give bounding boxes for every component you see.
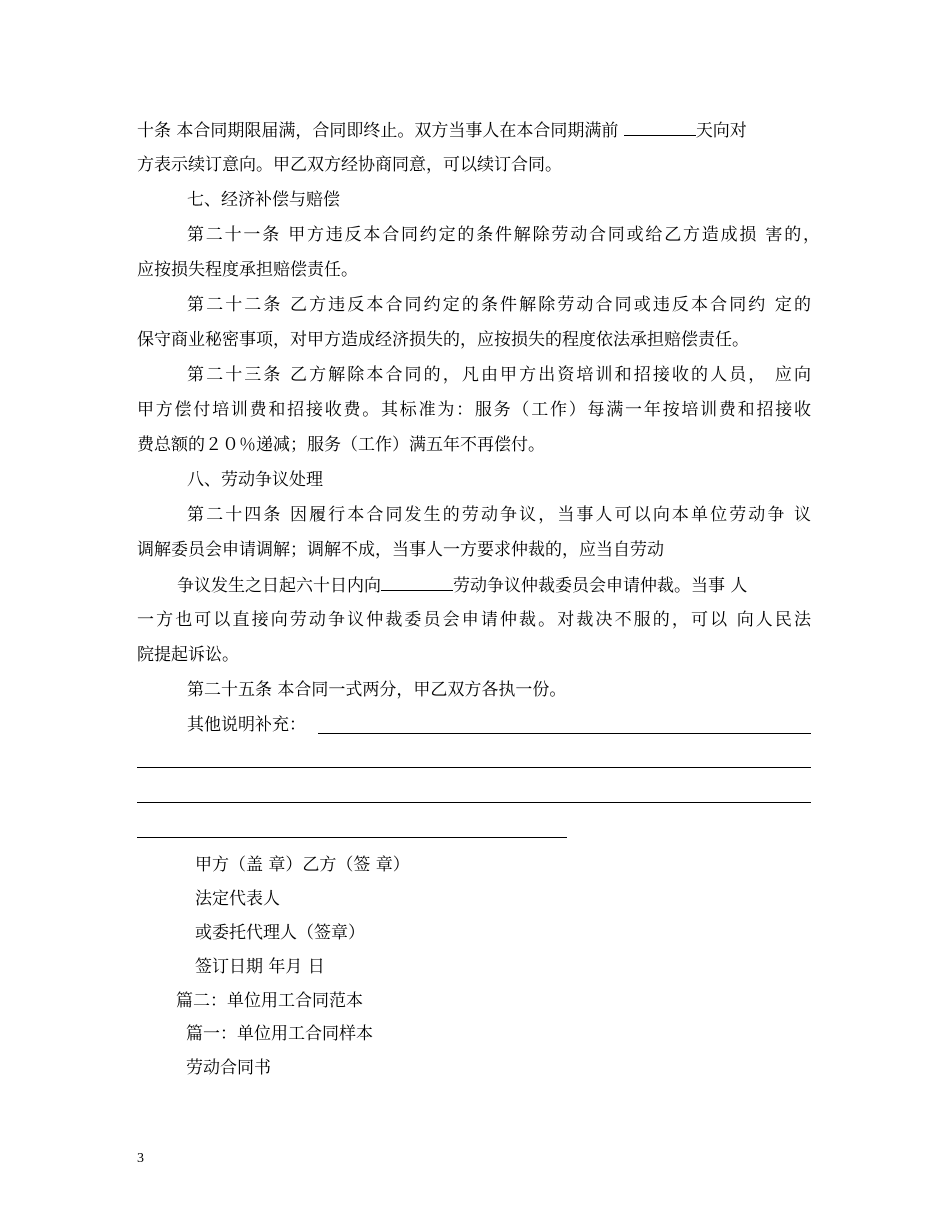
page-number: 3 [137, 1151, 144, 1166]
clause-20-line-2: 方表示续订意向。甲乙双方经协商同意，可以续订合同。 [137, 155, 562, 175]
clause-20-line-1 [137, 118, 747, 143]
signature-party-line: 甲方（盖 章）乙方（签 章） [195, 855, 410, 875]
legal-representative-label: 法定代表人 [195, 889, 280, 909]
notes-blank-line-3 [137, 802, 811, 803]
clause-24-line-1: 第二十四条 因履行本合同发生的劳动争议，当事人可以向本单位劳动争 议 [187, 505, 811, 525]
clause-21-line-1: 第二十一条 甲方违反本合同约定的条件解除劳动合同或给乙方造成损 害的， [187, 225, 820, 245]
days-blank [624, 118, 696, 136]
notes-blank-line-4 [137, 837, 567, 838]
clause-23-line-3: 费总额的２０％递减；服务（工作）满五年不再偿付。 [137, 435, 545, 455]
clause-24-text: 争议发生之日起六十日内向 [177, 576, 381, 596]
section-8-heading: 八、劳动争议处理 [187, 470, 323, 490]
signing-date-label: 签订日期 年月 日 [195, 957, 325, 977]
clause-24-line-3 [177, 573, 747, 598]
arbitration-committee-blank [381, 573, 453, 591]
notes-blank-line-2 [137, 767, 811, 768]
clause-21-line-2: 应按损失程度承担赔偿责任。 [137, 260, 358, 280]
section-7-heading: 七、经济补偿与赔偿 [187, 190, 340, 210]
clause-24-line-4: 一方也可以直接向劳动争议仲裁委员会申请仲裁。对裁决不服的，可以 向人民法 [137, 610, 811, 630]
clause-20-text: 十条 本合同期限届满，合同即终止。双方当事人在本合同期满前 [137, 121, 624, 141]
clause-24-text-end: 劳动争议仲裁委员会申请仲裁。当事 人 [453, 576, 748, 596]
clause-20-text-end: 天向对 [695, 121, 747, 141]
notes-blank-line-1 [318, 733, 811, 734]
contract-title: 劳动合同书 [186, 1058, 271, 1078]
clause-23-line-1: 第二十三条 乙方解除本合同的，凡由甲方出资培训和招接收的人员， 应向 [187, 365, 811, 385]
clause-24-line-2: 调解委员会申请调解；调解不成，当事人一方要求仲裁的，应当自劳动 [137, 540, 664, 560]
authorized-agent-label: 或委托代理人（签章） [195, 923, 365, 943]
other-notes-label: 其他说明补充： [187, 715, 306, 735]
clause-24-line-5: 院提起诉讼。 [137, 645, 239, 665]
clause-23-line-2: 甲方偿付培训费和招接收费。其标准为：服务（工作）每满一年按培训费和招接收 [137, 400, 811, 420]
part-two-heading: 篇二：单位用工合同范本 [176, 991, 363, 1011]
part-one-heading: 篇一：单位用工合同样本 [186, 1024, 373, 1044]
clause-25: 第二十五条 本合同一式两分，甲乙双方各执一份。 [187, 680, 567, 700]
clause-22-line-2: 保守商业秘密事项，对甲方造成经济损失的，应按损失的程度依法承担赔偿责任。 [137, 330, 749, 350]
clause-22-line-1: 第二十二条 乙方违反本合同约定的条件解除劳动合同或违反本合同约 定的 [187, 295, 811, 315]
